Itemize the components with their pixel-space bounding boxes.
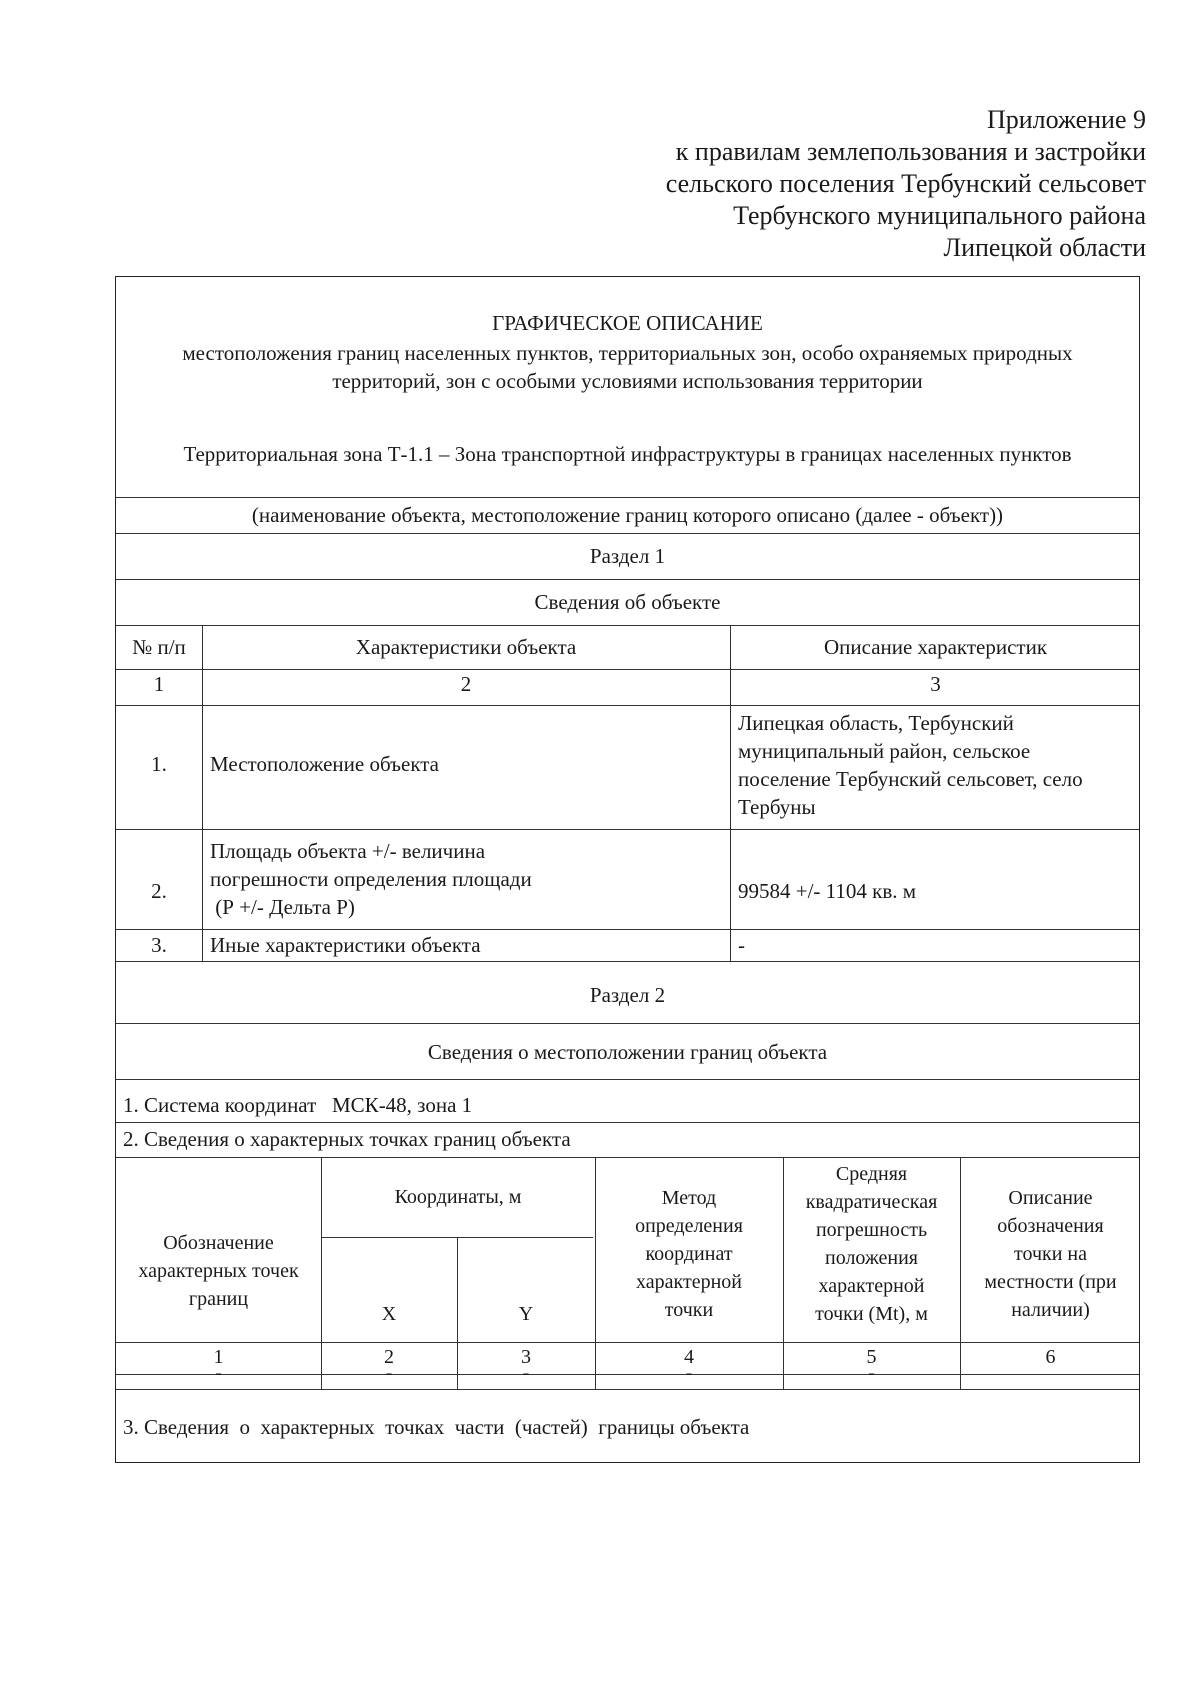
column-header-point-designation bbox=[116, 1229, 321, 1313]
area-value: 99584 +/- 1104 кв. м bbox=[738, 879, 917, 903]
header-line: точки (Mt), м bbox=[815, 1303, 928, 1325]
row-number: 2. bbox=[151, 879, 167, 903]
divider bbox=[321, 1237, 593, 1238]
header-line: определения bbox=[635, 1215, 743, 1237]
divider bbox=[116, 929, 1139, 930]
divider bbox=[116, 829, 1139, 830]
column-number: 3 bbox=[521, 1346, 531, 1368]
description-line: Тербуны bbox=[738, 795, 816, 819]
table-cell: - bbox=[522, 1362, 530, 1384]
header-line: координат bbox=[645, 1243, 733, 1265]
subtitle-line: территорий, зон с особыми условиями использования территории bbox=[332, 369, 923, 393]
characteristic-line: погрешности определения площади bbox=[210, 867, 532, 891]
column-number: 5 bbox=[866, 1346, 877, 1368]
section1-subtitle: Сведения об объекте bbox=[534, 590, 721, 614]
column-number: 2 bbox=[384, 1346, 394, 1368]
column-number: 1 bbox=[213, 1346, 224, 1368]
table-cell: - bbox=[685, 1362, 693, 1384]
header-line: Тербунского муниципального района bbox=[733, 201, 1146, 230]
section2-title: Раздел 2 bbox=[589, 983, 666, 1007]
header-line: Липецкой области bbox=[943, 233, 1146, 262]
header-line: Средняя bbox=[835, 1163, 908, 1185]
header-line: Описание bbox=[1008, 1187, 1093, 1209]
column-number: 1 bbox=[153, 672, 165, 696]
divider bbox=[116, 579, 1139, 580]
column-header-y: Y bbox=[518, 1303, 534, 1325]
points-title: 2. Сведения о характерных точках границ объекта bbox=[123, 1127, 571, 1151]
divider bbox=[116, 1122, 1139, 1123]
column-header-x: X bbox=[381, 1303, 397, 1325]
divider bbox=[116, 1389, 1139, 1390]
header-line: к правилам землепользования и застройки bbox=[675, 137, 1146, 166]
header-line: местности (при bbox=[984, 1271, 1117, 1293]
description-line: муниципальный район, сельское bbox=[738, 739, 1031, 763]
characteristic-other: Иные характеристики объекта bbox=[210, 933, 481, 957]
column-number: 3 bbox=[930, 672, 941, 696]
header-line: Обозначение bbox=[163, 1232, 274, 1254]
other-value: - bbox=[738, 933, 745, 957]
column-number: 6 bbox=[1045, 1346, 1056, 1368]
characteristic-line: (Р +/- Дельта Р) bbox=[210, 895, 355, 919]
header-line: точки на bbox=[1013, 1243, 1088, 1265]
header-line: характерной bbox=[636, 1271, 742, 1293]
header-line: сельского поселения Тербунский сельсовет bbox=[665, 169, 1146, 198]
row-number: 1. bbox=[151, 752, 167, 776]
description-line: Липецкая область, Тербунский bbox=[738, 711, 1014, 735]
coordinate-system: 1. Система координат МСК-48, зона 1 bbox=[123, 1093, 473, 1117]
header-line: границ bbox=[188, 1288, 249, 1310]
header-line: погрешность bbox=[815, 1219, 928, 1241]
divider bbox=[116, 1079, 1139, 1080]
subtitle-line: местоположения границ населенных пунктов, территориальных зон, особо охраняемых природных bbox=[182, 341, 1073, 365]
column-header-method bbox=[595, 1184, 783, 1324]
form-title: ГРАФИЧЕСКОЕ ОПИСАНИЕ bbox=[492, 311, 763, 335]
characteristic-location: Местоположение объекта bbox=[210, 752, 440, 776]
divider bbox=[116, 1023, 1139, 1024]
header-line: квадратическая bbox=[805, 1191, 938, 1213]
divider bbox=[116, 705, 1139, 706]
location-description bbox=[738, 709, 1083, 821]
table-cell: - bbox=[215, 1362, 222, 1384]
header-line: Метод bbox=[661, 1187, 717, 1209]
description-line: поселение Тербунский сельсовет, село bbox=[738, 767, 1083, 791]
divider bbox=[116, 497, 1139, 498]
appendix-number: Приложение 9 bbox=[986, 105, 1146, 134]
column-header-point-description bbox=[960, 1184, 1141, 1324]
header-line: точки bbox=[664, 1299, 714, 1321]
divider bbox=[116, 625, 1139, 626]
column-number: 4 bbox=[684, 1346, 694, 1368]
column-header-coordinates: Координаты, м bbox=[394, 1186, 522, 1208]
column-header-description: Описание характеристик bbox=[823, 635, 1048, 659]
description-form bbox=[115, 276, 1140, 1463]
column-header-number: № п/п bbox=[132, 635, 186, 659]
row-number: 3. bbox=[151, 933, 167, 957]
divider bbox=[116, 533, 1139, 534]
divider bbox=[116, 1157, 1139, 1158]
parts-title: 3. Сведения о характерных точках части (частей) границы объекта bbox=[123, 1415, 750, 1439]
document-header bbox=[666, 104, 1146, 264]
characteristic-line: Площадь объекта +/- величина bbox=[210, 839, 486, 863]
section1-title: Раздел 1 bbox=[589, 544, 666, 568]
characteristic-area bbox=[210, 837, 532, 921]
section2-subtitle: Сведения о местоположении границ объекта bbox=[427, 1040, 828, 1064]
header-line: положения bbox=[825, 1247, 918, 1269]
header-line: характерной bbox=[818, 1275, 925, 1297]
header-line: характерных точек bbox=[138, 1260, 299, 1282]
header-line: обозначения bbox=[997, 1215, 1104, 1237]
object-caption: (наименование объекта, местоположение границ которого описано (далее - объект)) bbox=[251, 503, 1004, 527]
table-cell: - bbox=[385, 1362, 393, 1384]
column-header-characteristics: Характеристики объекта bbox=[355, 635, 577, 659]
form-subtitle bbox=[116, 339, 1139, 395]
zone-name: Территориальная зона Т-1.1 – Зона транспортной инфраструктуры в границах населенных пунктов bbox=[183, 442, 1072, 466]
column-header-mean-square-error bbox=[783, 1160, 960, 1328]
column-number: 2 bbox=[460, 672, 472, 696]
divider bbox=[116, 961, 1139, 962]
header-line: наличии) bbox=[1011, 1299, 1090, 1321]
table-cell: - bbox=[868, 1362, 875, 1384]
